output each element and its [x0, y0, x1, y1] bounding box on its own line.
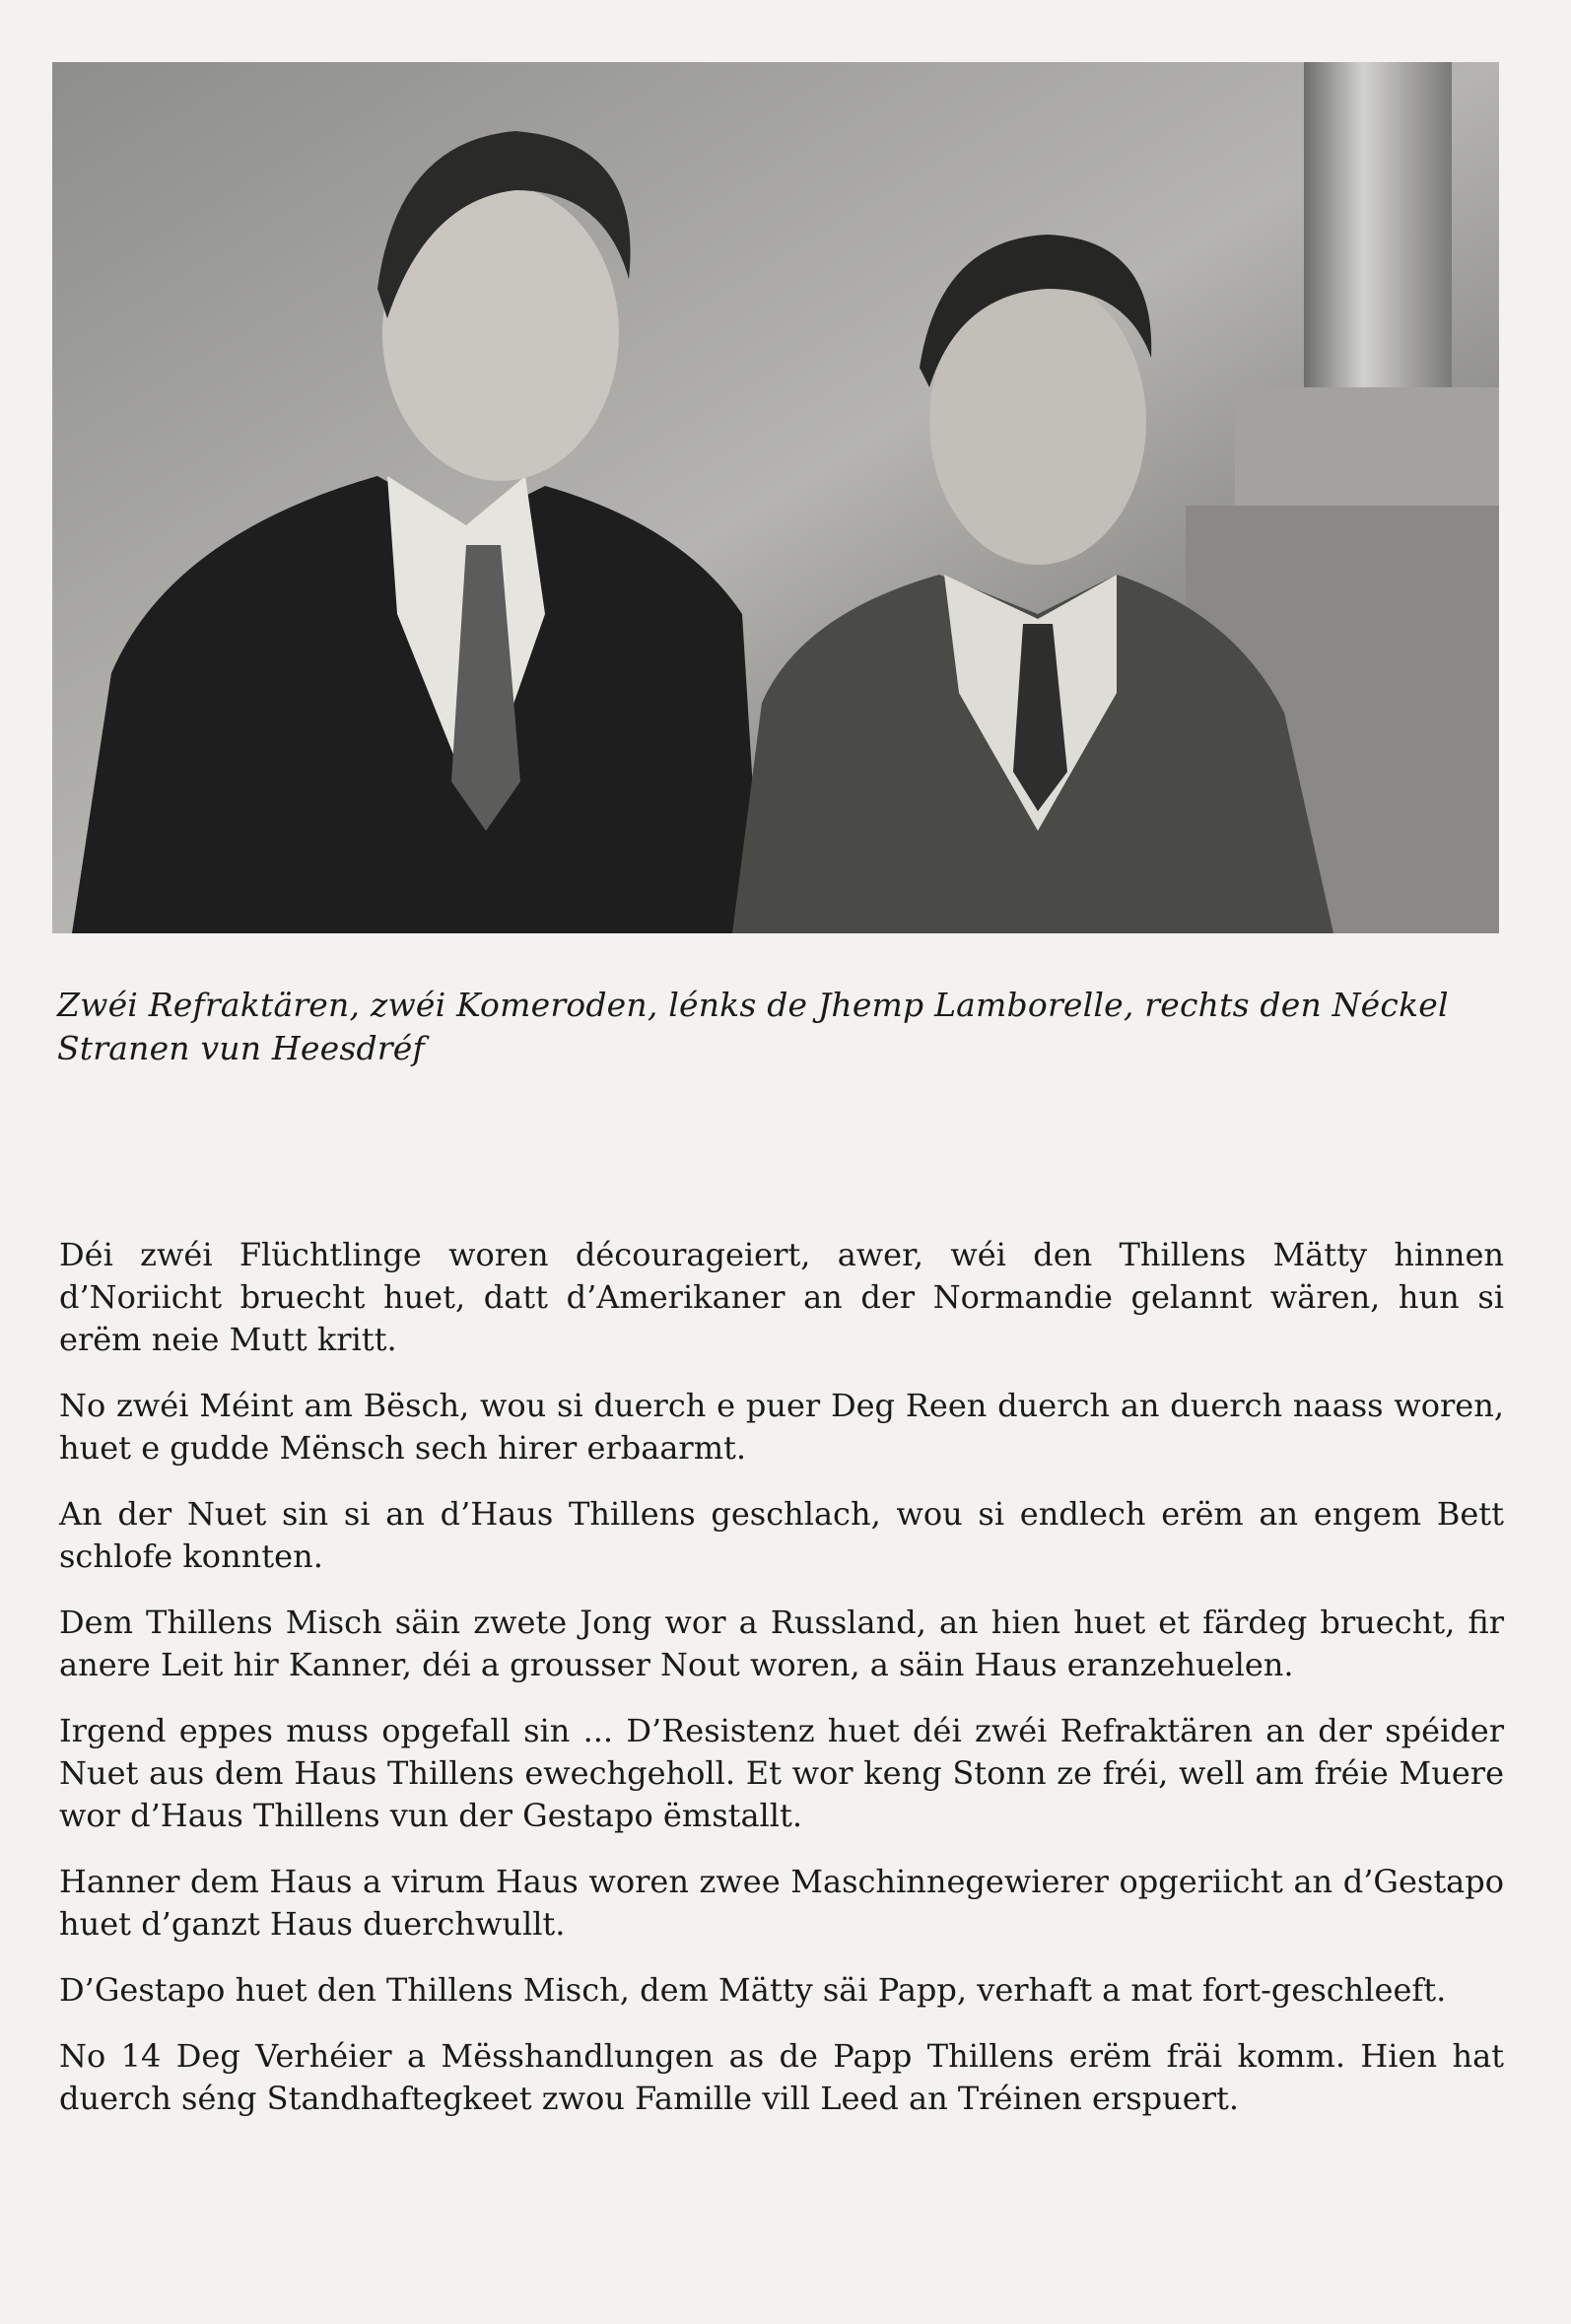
caption-line-1: Zwéi Refraktären, zwéi Komeroden, lénks de Jhemp Lamborelle, rechts den Néckel [57, 986, 1449, 1024]
photo-illustration [52, 62, 1499, 933]
caption-line-2: Stranen vun Heesdréf [57, 1029, 425, 1067]
paragraph: D’Gestapo huet den Thillens Misch, dem Mätty säi Papp, verhaft a mat fort-geschleeft. [59, 1971, 1447, 2009]
portrait-photo [52, 62, 1499, 933]
column-shape [1304, 62, 1452, 387]
paragraph: An der Nuet sin si an d’Haus Thillens geschlach, wou si endlech erëm an engem Bett schlofe konnten. [59, 1495, 1504, 1575]
paragraph: Dem Thillens Misch säin zwete Jong wor a Russland, an hien huet et färdeg bruecht, fir anere Leit hir Kanner, déi a grousser Nout woren, a säin Haus eranzehuelen. [59, 1604, 1504, 1683]
paragraph: Irgend eppes muss opgefall sin ... D’Resistenz huet déi zwéi Refraktären an der spéider Nuet aus dem Haus Thillens ewechgeholl. Et wor keng Stonn ze fréi, well am fréie Muere wor d’Haus Thillens vun der Gestapo ëmstallt. [59, 1712, 1504, 1834]
paragraph: Déi zwéi Flüchtlinge woren décourageiert, awer, wéi den Thillens Mätty hinnen d’Noriicht bruecht huet, datt d’Amerikaner an der Normandie gelannt wären, hun si erëm neie Mutt kritt. [59, 1236, 1504, 1358]
article-body [59, 1234, 1504, 2144]
paragraph: Hanner dem Haus a virum Haus woren zwee Maschinnegewierer opgeriicht an d’Gestapo huet d’ganzt Haus duerchwullt. [59, 1863, 1504, 1943]
photo-caption [57, 984, 1506, 1070]
paragraph: No zwéi Méint am Bësch, wou si duerch e puer Deg Reen duerch an duerch naass woren, huet e gudde Mënsch sech hirer erbaarmt. [59, 1387, 1504, 1467]
paragraph: No 14 Deg Verhéier a Mësshandlungen as de Papp Thillens erëm fräi komm. Hien hat duerch séng Standhaftegkeet zwou Famille vill Leed an Tréinen erspuert. [59, 2037, 1504, 2117]
